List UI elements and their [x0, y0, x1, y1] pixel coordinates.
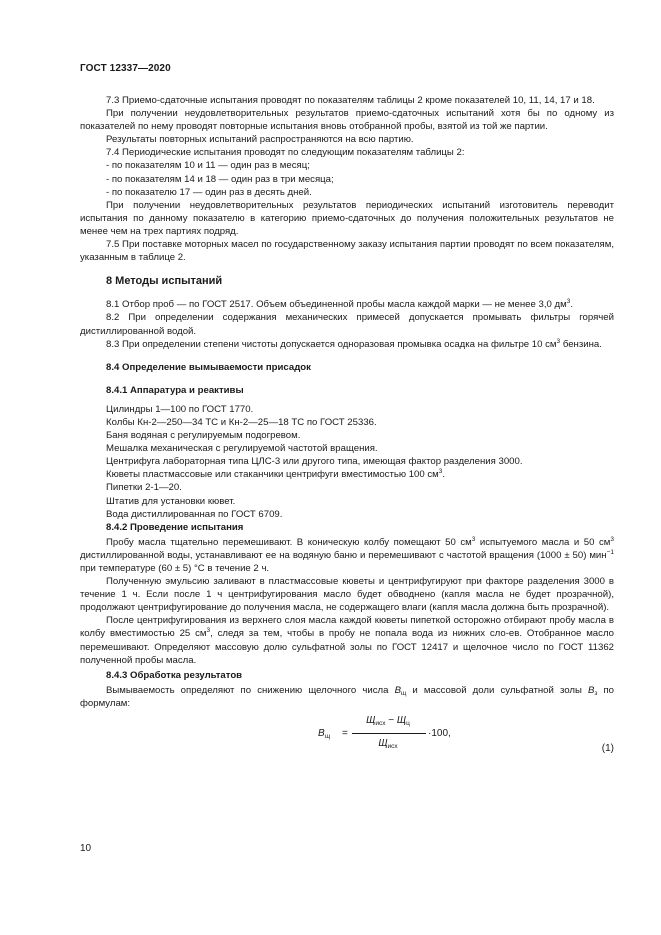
formula-number: (1): [601, 743, 614, 755]
heading-8-4-2: 8.4.2 Проведение испытания: [106, 521, 244, 533]
section-8-title: 8 Методы испытаний: [106, 275, 223, 288]
list-item: - по показателю 17 — один раз в десять дней.: [106, 186, 312, 198]
list-item: - по показателям 14 и 18 — один раз в три месяца;: [106, 173, 334, 185]
formula-1: [80, 714, 614, 758]
paragraph-8-4-2-centrifuge: Полученную эмульсию заливают в пластмассовые кюветы и центрифугируют при факторе разделения 3000 в течение 1 ч. Если после 1 ч центрифугирования масло будет обводнено (капля масла не будет прозрачной), продолжают центрифугирование до получения масла, не содержащего влаги (капля масла должна быть прозрачной).: [80, 576, 614, 614]
equipment-item: Баня водяная с регулируемым подогревом.: [106, 430, 301, 442]
paragraph-8-1: 8.1 Отбор проб — по ГОСТ 2517. Объем объединенной пробы масла каждой марки — не менее 3,0 $дм^3$.: [106, 298, 573, 311]
page-number: 10: [80, 843, 92, 854]
equipment-item: Кюветы пластмассовые или стаканчики центрифуги вместимостью 100 $см^3$.: [106, 468, 446, 481]
formula-equals: =: [342, 728, 348, 740]
equipment-item: Вода дистиллированная по ГОСТ 6709.: [106, 508, 283, 520]
equipment-item: Центрифуга лабораторная типа ЦЛС-3 или другого типа, имеющая фактор разделения 3000.: [106, 456, 523, 468]
equipment-item: Цилиндры 1—100 по ГОСТ 1770.: [106, 403, 254, 415]
formula-lhs: $В_щ$: [318, 728, 331, 741]
paragraph-7-4: 7.4 Периодические испытания проводят по следующим показателям таблицы 2:: [106, 147, 465, 159]
equipment-item: Колбы Кн-2—250—34 ТС и Кн-2—25—18 ТС по ГОСТ 25336.: [106, 416, 377, 428]
paragraph-8-4-2-sampling: После центрифугирования из верхнего слоя масла каждой кюветы пипеткой осторожно отбирают пробу масла в колбу вместимостью 25 $см^3$, следя за тем, чтобы в пробу не попала вода из нижних сло-ев. Отобранное масло перемешивают. Определяют массовую долю сульфатной золы по ГОСТ 12417 и щелочное число по ГОСТ 11362 полученной пробы масла.: [80, 615, 614, 666]
paragraph-7-3: 7.3 Приемо-сдаточные испытания проводят по показателям таблицы 2 кроме показателей 10, 11, 14, 17 и 18.: [106, 95, 595, 106]
heading-8-4: 8.4 Определение вымываемости присадок: [106, 361, 311, 373]
equipment-item: Пипетки 2-1—20.: [106, 482, 182, 494]
formula-numerator: $Щ_{исх} - Щ_ц$: [366, 715, 410, 728]
formula-fraction-bar: [352, 733, 426, 734]
formula-multiplier: ·100,: [428, 728, 451, 740]
paragraph-8-2: 8.2 При определении содержания механических примесей допускается промывать фильтры горячей дистиллированной водой.: [80, 312, 614, 337]
paragraph-7-3-retest: При получении неудовлетворительных результатов приемо-сдаточных испытаний хотя бы по одному из показателей по нему проводят повторные испытания вновь отобранной пробы, взятой из той же партии.: [80, 108, 614, 133]
formula-denominator: $Щ_{исх}$: [378, 738, 398, 751]
list-item: - по показателям 10 и 11 — один раз в месяц;: [106, 160, 310, 172]
document-body: [80, 94, 614, 758]
paragraph-8-4-3: Вымываемость определяют по снижению щелочного числа $В_щ$ и массовой доли сульфатной золы $В_з$ по формулам:: [80, 684, 614, 709]
paragraph-8-3: 8.3 При определении степени чистоты допускается одноразовая промывка осадка на фильтре 10 $см^3$ бензина.: [106, 337, 602, 350]
heading-8-4-3: 8.4.3 Обработка результатов: [106, 669, 243, 681]
paragraph-7-5: 7.5 При поставке моторных масел по государственному заказу испытания партии проводят по всем показателям, указанным в таблице 2.: [80, 239, 614, 264]
equipment-item: Штатив для установки кювет.: [106, 495, 236, 507]
paragraph-7-3-scope: Результаты повторных испытаний распространяются на всю партию.: [106, 134, 414, 146]
paragraph-7-4-failure: При получении неудовлетворительных результатов периодических испытаний изготовитель переводит испытания по данному показателю в категорию приемо-сдаточных до получения положительных результатов не менее чем на трех партиях подряд.: [80, 199, 614, 237]
paragraph-8-4-2-mixing: Пробу масла тщательно перемешивают. В коническую колбу помещают 50 $см^3$ испытуемого масла и 50 $см^3$ дистиллированной воды, устанавливают ее на водяную баню и перемешивают с частотой вращения (1000 ± 50) мин$^{-1}$ при температуре (60 ± 5) °С в течение 2 ч.: [80, 535, 614, 574]
document-header: ГОСТ 12337—2020: [80, 63, 171, 74]
equipment-item: Мешалка механическая с регулируемой частотой вращения.: [106, 443, 378, 455]
heading-8-4-1: 8.4.1 Аппаратура и реактивы: [106, 384, 244, 396]
